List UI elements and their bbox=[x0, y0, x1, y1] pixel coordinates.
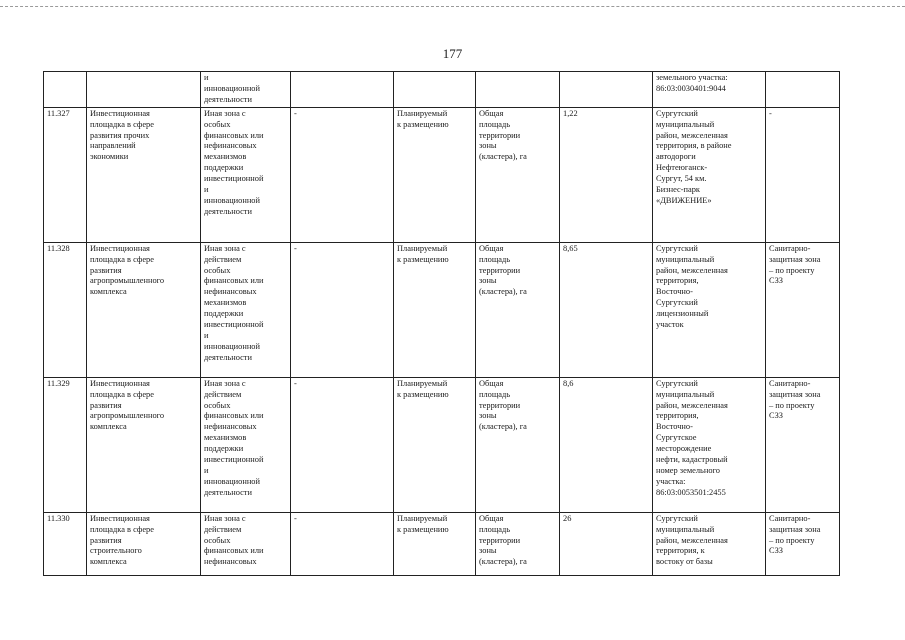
cell-type: Иная зона с действием особых финансовых или нефинансовых механизмов поддержки инвестиционной и инновационной деятельности bbox=[201, 242, 291, 377]
cell-value: 26 bbox=[560, 512, 653, 575]
cell-type: Иная зона с действием особых финансовых или нефинансовых bbox=[201, 512, 291, 575]
table-row bbox=[44, 377, 840, 512]
cell-characteristic: Общая площадь территории зоны (кластера), га bbox=[476, 377, 560, 512]
table-row bbox=[44, 107, 840, 242]
cell-restriction: Санитарно- защитная зона – по проекту СЗЗ bbox=[766, 512, 840, 575]
scan-edge-line bbox=[0, 6, 905, 7]
cell-type: и инновационной деятельности bbox=[201, 72, 291, 108]
table-row bbox=[44, 242, 840, 377]
cell-name: Инвестиционная площадка в сфере развития агропромышленного комплекса bbox=[87, 242, 201, 377]
zones-table bbox=[43, 71, 840, 576]
cell-status: Планируемый к размещению bbox=[394, 107, 476, 242]
cell-name: Инвестиционная площадка в сфере развития агропромышленного комплекса bbox=[87, 377, 201, 512]
cell-id: 11.329 bbox=[44, 377, 87, 512]
cell-location: Сургутский муниципальный район, межселенная территория, в районе автодороги Нефтеюганск- Сургут, 54 км. Бизнес-парк «ДВИЖЕНИЕ» bbox=[653, 107, 766, 242]
cell-id bbox=[44, 72, 87, 108]
cell-dash: - bbox=[291, 377, 394, 512]
cell-id: 11.328 bbox=[44, 242, 87, 377]
page-number: 177 bbox=[442, 46, 463, 61]
table-row bbox=[44, 512, 840, 575]
cell-characteristic: Общая площадь территории зоны (кластера), га bbox=[476, 512, 560, 575]
cell-value: 8,65 bbox=[560, 242, 653, 377]
cell-dash: - bbox=[291, 512, 394, 575]
cell-value bbox=[560, 72, 653, 108]
cell-status: Планируемый к размещению bbox=[394, 242, 476, 377]
cell-type: Иная зона с особых финансовых или нефинансовых механизмов поддержки инвестиционной и инновационной деятельности bbox=[201, 107, 291, 242]
cell-characteristic: Общая площадь территории зоны (кластера), га bbox=[476, 242, 560, 377]
cell-location: земельного участка: 86:03:0030401:9044 bbox=[653, 72, 766, 108]
cell-location: Сургутский муниципальный район, межселенная территория, к востоку от базы bbox=[653, 512, 766, 575]
cell-restriction: - bbox=[766, 107, 840, 242]
cell-status bbox=[394, 72, 476, 108]
cell-dash: - bbox=[291, 107, 394, 242]
cell-value: 1,22 bbox=[560, 107, 653, 242]
cell-value: 8,6 bbox=[560, 377, 653, 512]
cell-characteristic bbox=[476, 72, 560, 108]
cell-name bbox=[87, 72, 201, 108]
cell-dash: - bbox=[291, 242, 394, 377]
cell-dash bbox=[291, 72, 394, 108]
cell-characteristic: Общая площадь территории зоны (кластера), га bbox=[476, 107, 560, 242]
cell-location: Сургутский муниципальный район, межселенная территория, Восточно- Сургутское месторождение нефти, кадастровый номер земельного участка: 86:03:0053501:2455 bbox=[653, 377, 766, 512]
cell-id: 11.330 bbox=[44, 512, 87, 575]
cell-location: Сургутский муниципальный район, межселенная территория, Восточно- Сургутский лицензионный участок bbox=[653, 242, 766, 377]
cell-type: Иная зона с действием особых финансовых или нефинансовых механизмов поддержки инвестиционной и инновационной деятельности bbox=[201, 377, 291, 512]
cell-name: Инвестиционная площадка в сфере развития прочих направлений экономики bbox=[87, 107, 201, 242]
cell-restriction: Санитарно- защитная зона – по проекту СЗЗ bbox=[766, 242, 840, 377]
cell-status: Планируемый к размещению bbox=[394, 377, 476, 512]
cell-name: Инвестиционная площадка в сфере развития строительного комплекса bbox=[87, 512, 201, 575]
cell-id: 11.327 bbox=[44, 107, 87, 242]
table-row-continuation bbox=[44, 72, 840, 108]
cell-restriction: Санитарно- защитная зона – по проекту СЗЗ bbox=[766, 377, 840, 512]
cell-status: Планируемый к размещению bbox=[394, 512, 476, 575]
cell-restriction bbox=[766, 72, 840, 108]
